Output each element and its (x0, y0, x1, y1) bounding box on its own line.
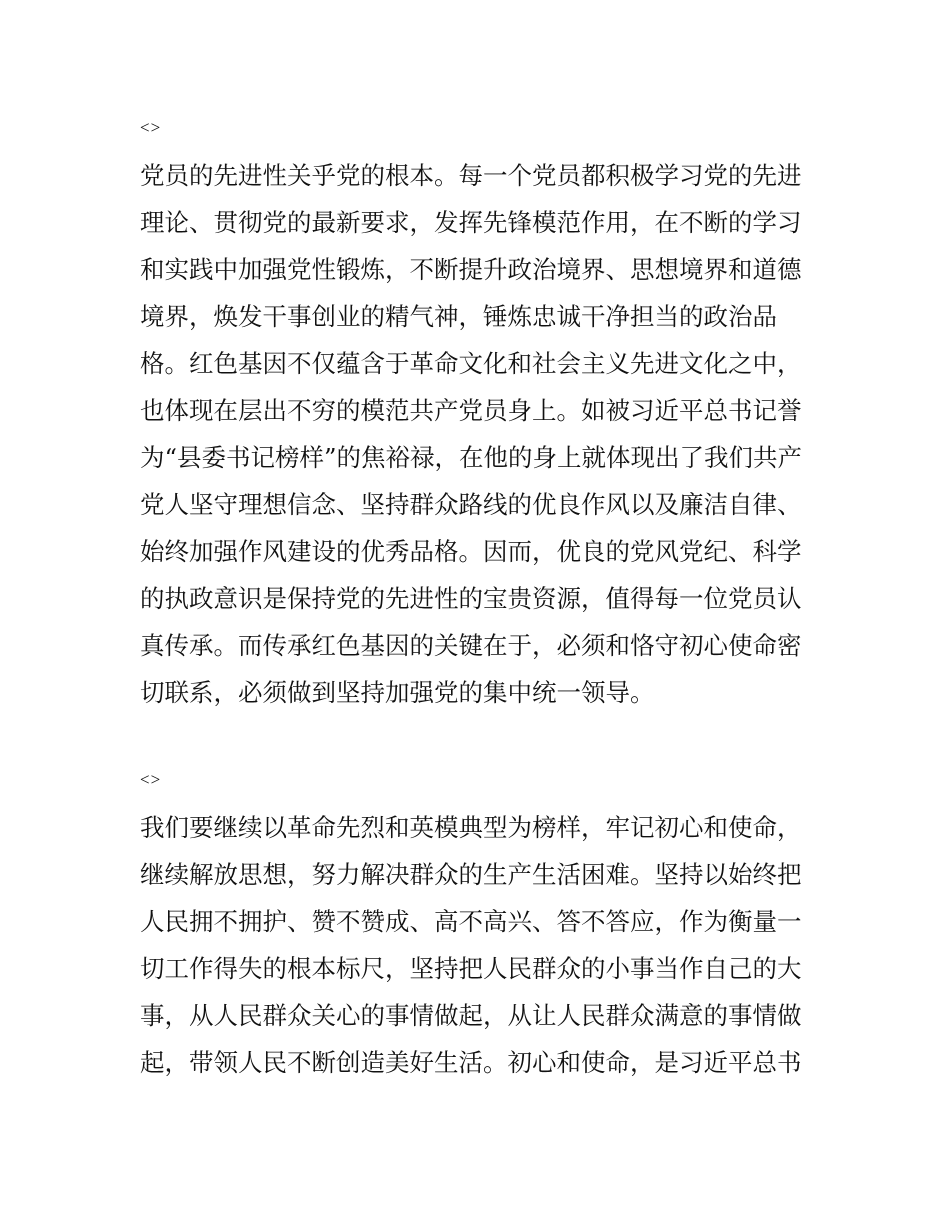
paragraph-line: 起，带领人民不断创造美好生活。初心和使命，是习近平总书 (140, 1048, 802, 1077)
paragraph-line: 格。红色基因不仅蕴含于革命文化和社会主义先进文化之中， (140, 349, 802, 378)
paragraph-line: 切联系，必须做到坚持加强党的集中统一领导。 (140, 678, 655, 707)
paragraph-line: 始终加强作风建设的优秀品格。因而，优良的党风党纪、科学 (140, 537, 802, 566)
paragraph-line: 继续解放思想，努力解决群众的生产生活困难。坚持以始终把 (140, 860, 802, 889)
paragraph-line: 为“县委书记榜样”的焦裕禄，在他的身上就体现出了我们共产 (140, 443, 803, 472)
paragraph-line: 党人坚守理想信念、坚持群众路线的优良作风以及廉洁自律、 (140, 490, 802, 519)
paragraph-line: 党员的先进性关乎党的根本。每一个党员都积极学习党的先进 (140, 161, 802, 190)
section-marker: <> (140, 770, 162, 789)
paragraph-line: 我们要继续以革命先烈和英模典型为榜样，牢记初心和使命， (140, 813, 802, 842)
paragraph-line: 人民拥不拥护、赞不赞成、高不高兴、答不答应，作为衡量一 (140, 907, 802, 936)
paragraph-line: 理论、贯彻党的最新要求，发挥先锋模范作用，在不断的学习 (140, 208, 802, 237)
paragraph-line: 切工作得失的根本标尺，坚持把人民群众的小事当作自己的大 (140, 954, 802, 983)
section-marker: <> (140, 118, 162, 137)
paragraph-line: 真传承。而传承红色基因的关键在于，必须和恪守初心使命密 (140, 631, 802, 660)
paragraph-line: 的执政意识是保持党的先进性的宝贵资源，值得每一位党员认 (140, 584, 802, 613)
paragraph-line: 境界，焕发干事创业的精气神，锤炼忠诚干净担当的政治品 (140, 302, 777, 331)
paragraph-line: 也体现在层出不穷的模范共产党员身上。如被习近平总书记誉 (140, 396, 802, 425)
paragraph-line: 和实践中加强党性锻炼，不断提升政治境界、思想境界和道德 (140, 255, 802, 284)
paragraph-line: 事，从人民群众关心的事情做起，从让人民群众满意的事情做 (140, 1001, 802, 1030)
